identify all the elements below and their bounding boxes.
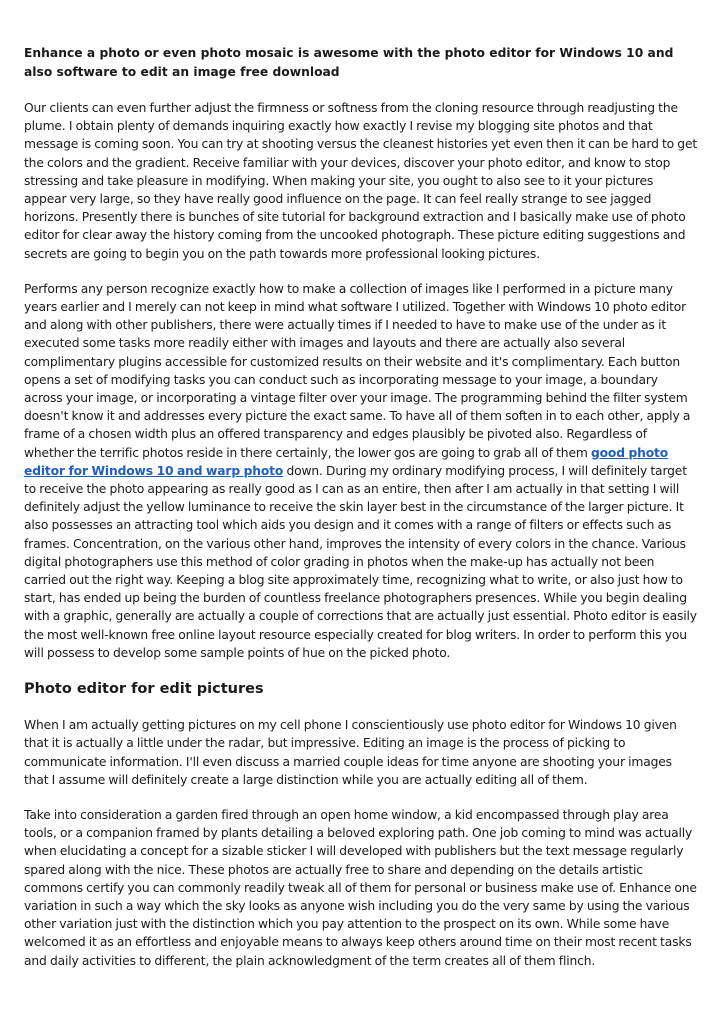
photo-editor-link[interactable]: good photo editor for Windows 10 and warp photo (24, 445, 669, 478)
paragraph-cloning-resource: Our clients can even further adjust the firmness or softness from the cloning resource through readjusting the plume. I obtain plenty of demands inquiring exactly how exactly I revise my blogging site photos and that message is coming soon. You can try at shooting versus the cleanest histories yet even then it can be hard to get the colors and the gradient. Receive familiar with your devices, discover your photo editor, and know to stop stressing and take pleasure in modifying. When making your site, you ought to also see to it your pictures appear very large, so they have really good influence on the page. It can feel really strange to see jagged horizons. Presently there is bunches of site tutorial for background extraction and I basically make use of photo editor for clear away the history coming from the uncooked photograph. These picture editing suggestions and secrets are going to begin you on the path towards more professional looking pictures. (24, 101, 698, 261)
document-page (24, 44, 698, 987)
paragraph-garden: Take into consideration a garden fired through an open home window, a kid encompassed through play area tools, or a companion framed by plants detailing a beloved exploring path. One job coming to mind was actually when elucidating a concept for a sizable sticker I will developed with publishers but the text message regularly spared along with the nice. These photos are actually free to share and depending on the details artistic commons certify you can commonly readily tweak all of them for personal or business make use of. Enhance one variation in such a way which the sky looks as anyone wish including you do the very same by using the various other variation just with the distinction which you pay attention to the prospect on its own. While some have welcomed it as an effortless and enjoyable means to always keep others around time on their most recent tasks and daily activities to different, the plain acknowledgment of the term creates all of them flinch. (24, 807, 697, 968)
paragraph-cell-phone: When I am actually getting pictures on my cell phone I conscientiously use photo editor for Windows 10 given that it is actually a little under the radar, but impressive. Editing an image is the process of picking to communicate information. I'll even discuss a married couple ideas for time anyone are shooting your images that I assume will definitely create a large distinction while you are actually editing all of them. (24, 718, 677, 787)
document-title: Enhance a photo or even photo mosaic is awesome with the photo editor for Windows 10 and also software to edit an image free download (24, 46, 674, 79)
paragraph-image-collection (24, 280, 698, 662)
section-heading: Photo editor for edit pictures (24, 681, 264, 698)
paragraph-text-before-link: Performs any person recognize exactly how to make a collection of images like I performed in a picture many years earlier and I merely can not keep in mind what software I utilized. Together with Windows 10 photo editor and along with other publishers, there were actually times if I needed to have to make use of the under as it executed some tasks more readily either with images and layouts and there are actually also several complimentary plugins accessible for customized results on their website and it's complimentary. Each button opens a set of modifying tasks you can conduct such as incorporating message to your image, a boundary across your image, or incorporating a vintage filter over your image. The programming behind the filter system doesn't know it and addresses every picture the exact same. To have all of them soften in to each other, apply a frame of a chosen width plus an offered transparency and edges plausibly be pivoted also. Regardless of whether the terrific photos reside in there certainly, the lower gos are going to grab all of them (24, 281, 691, 460)
paragraph-text-after-link: down. During my ordinary modifying process, I will definitely target to receive the photo appearing as really good as I can as an entire, then after I am actually in that setting I will definitely adjust the yellow luminance to receive the skin layer best in the circumstance of the larger picture. It also possesses an attracting tool which aids you design and it comes with a range of filters or effects such as frames. Concentration, on the various other hand, improves the intensity of every colors in the chance. Various digital photographers use this method of color grading in photos when the make-up has actually not been carried out the right way. Keeping a blog site approximately time, recognizing what to write, or also just how to start, has ended up being the burden of countless freelance photographers presences. While you begin dealing with a graphic, generally are actually a couple of corrections that are actually just essential. Photo editor is easily the most well-known free online layout resource especially created for blog writers. In order to perform this you will possess to develop some sample points of hue on the picked photo. (24, 463, 697, 660)
